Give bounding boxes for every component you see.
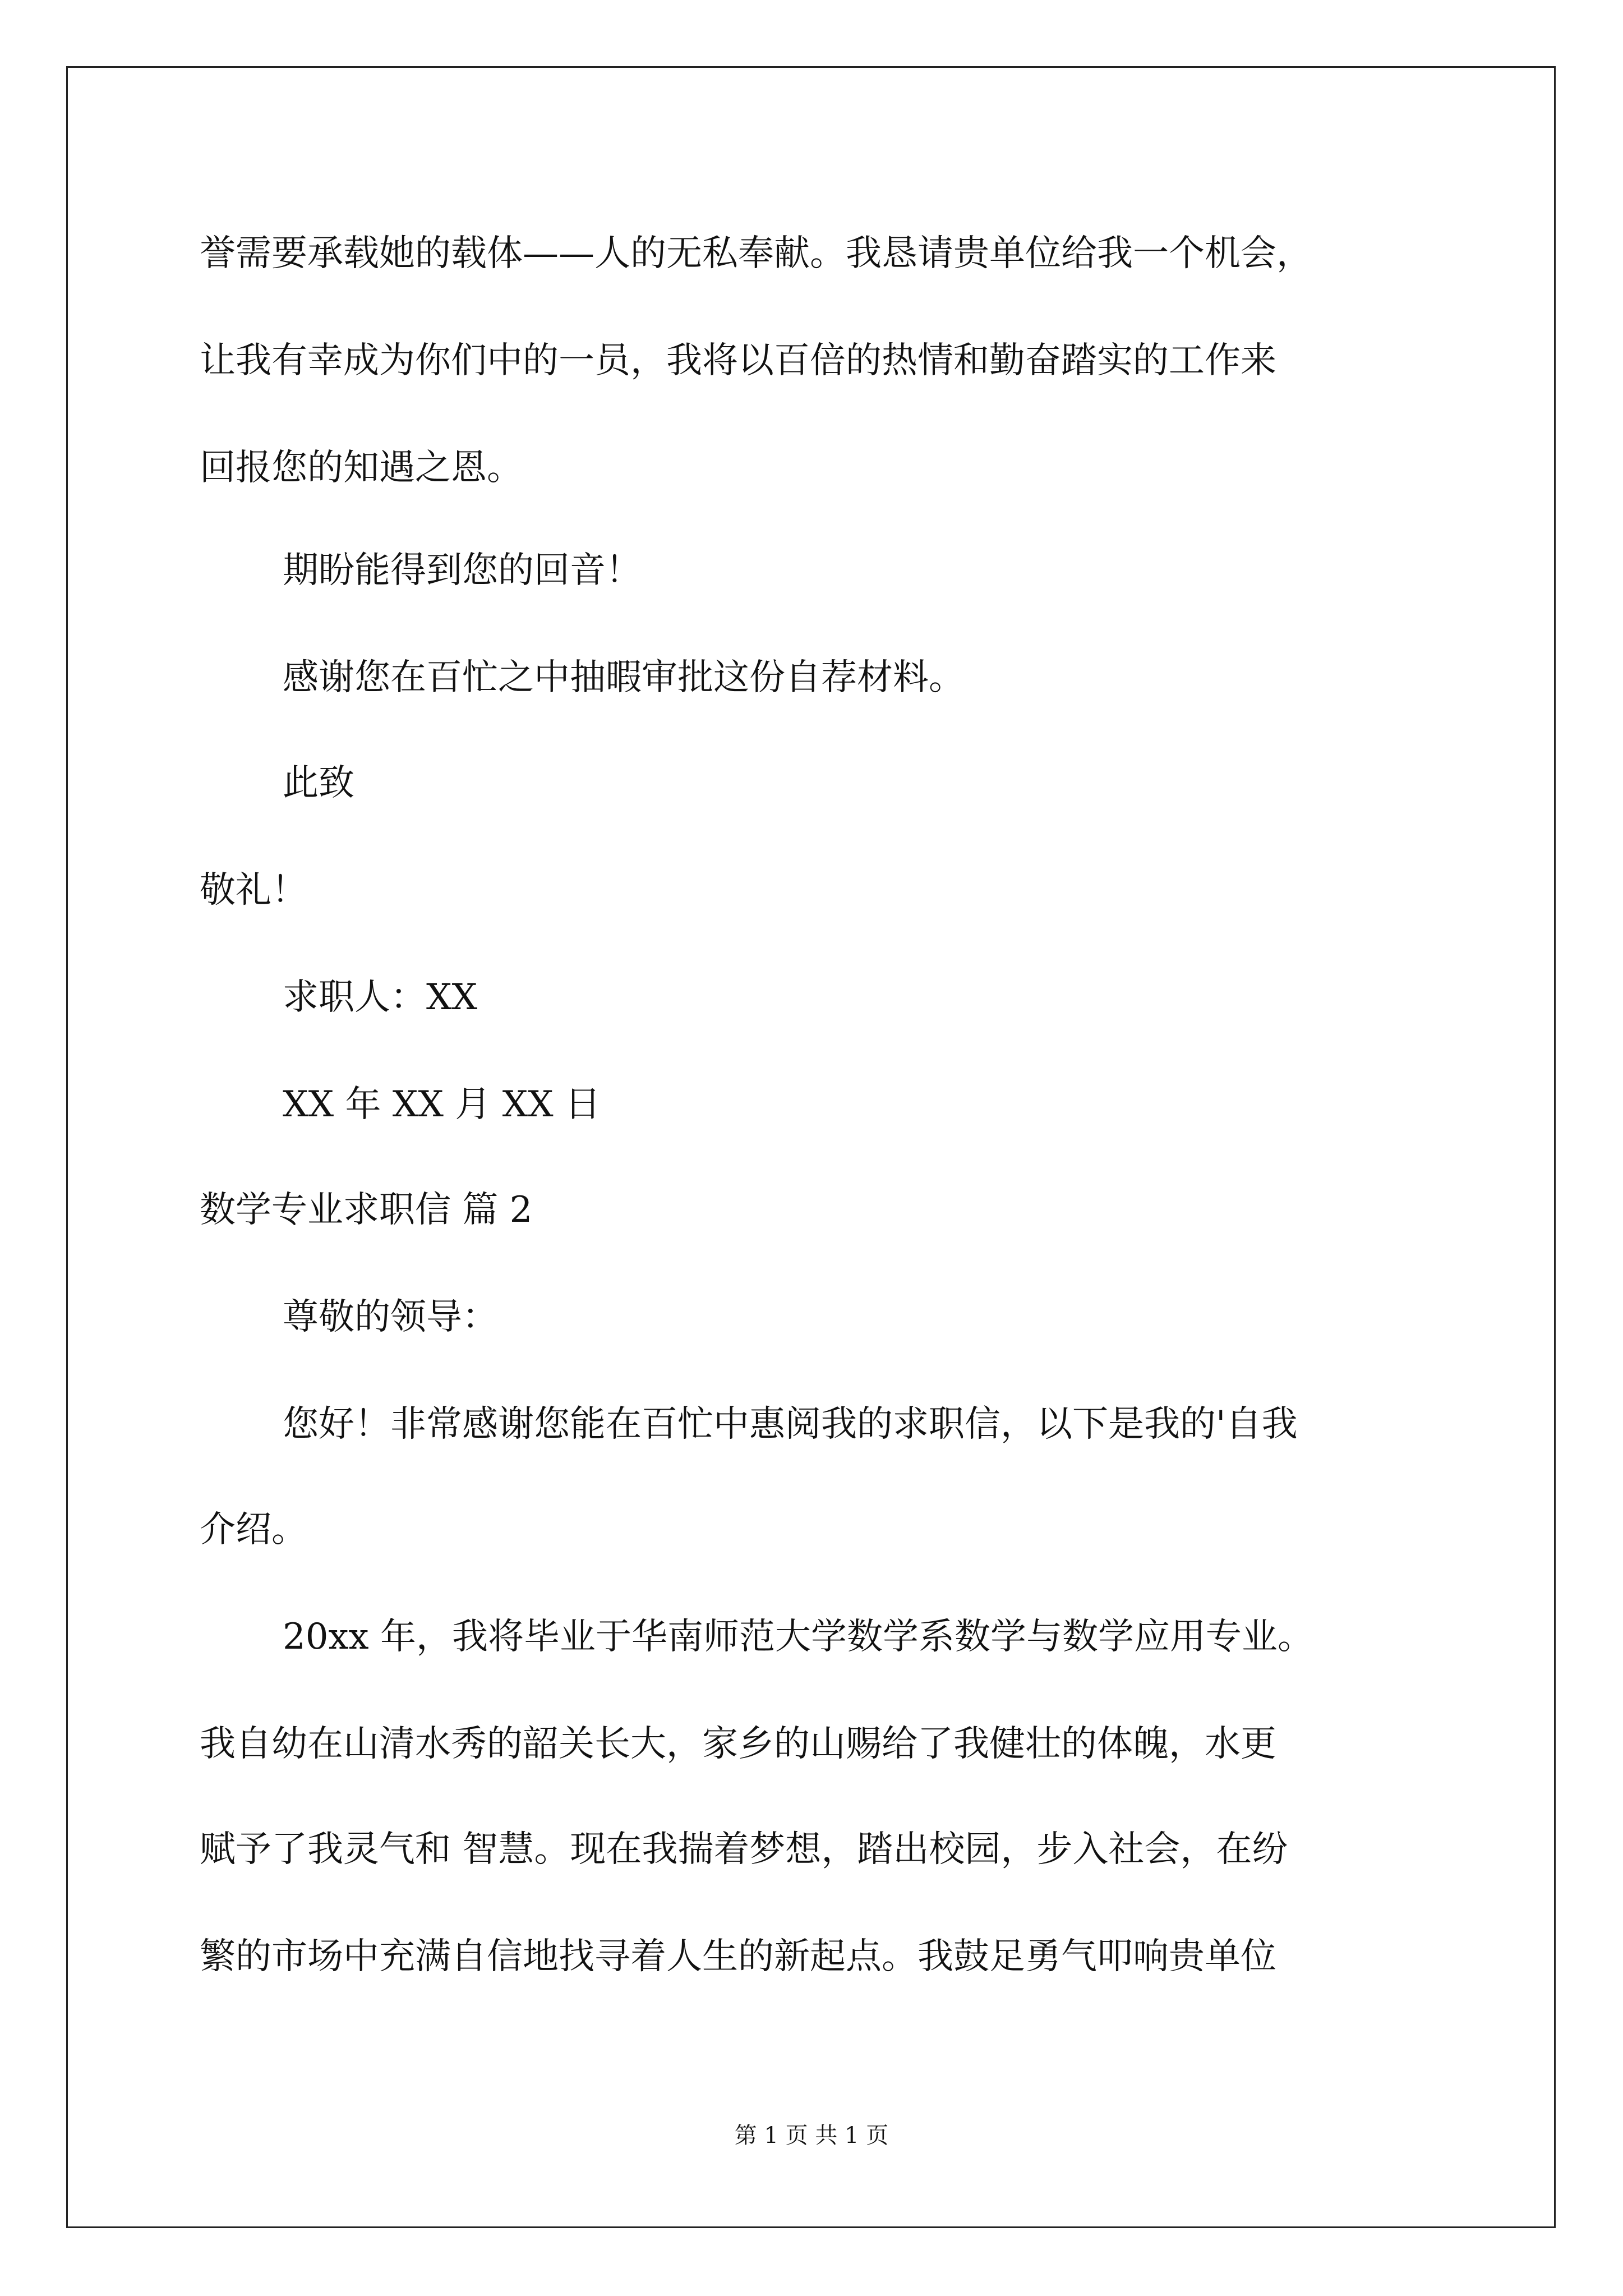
text-line: 此致 (283, 762, 354, 804)
section-heading: 数学专业求职信 篇 2 (200, 1189, 533, 1231)
text-line: 尊敬的领导： (283, 1296, 498, 1338)
text-line: 求职人：XX (283, 977, 478, 1018)
text-line: 感谢您在百忙之中抽暇审批这份自荐材料。 (283, 657, 965, 698)
text-line: 让我有幸成为你们中的一员，我将以百倍的热情和勤奋踏实的工作来 (200, 340, 1276, 381)
text-line: 20xx 年，我将毕业于华南师范大学数学系数学与数学应用专业。 (283, 1616, 1313, 1658)
text-line: 赋予了我灵气和 智慧。现在我揣着梦想，踏出校园，步入社会，在纷 (200, 1829, 1288, 1870)
text-line: 誉需要承载她的载体——人的无私奉献。我恳请贵单位给我一个机会， (200, 233, 1312, 274)
text-line: 我自幼在山清水秀的韶关长大，家乡的山赐给了我健壮的体魄，水更 (200, 1723, 1276, 1765)
text-line: 介绍。 (200, 1509, 307, 1550)
page-border (66, 66, 1556, 2228)
text-line: 期盼能得到您的回音！ (283, 550, 642, 591)
text-line: 敬礼！ (200, 869, 307, 911)
page-footer: 第 1 页 共 1 页 (734, 2123, 889, 2148)
text-line: 您好！非常感谢您能在百忙中惠阅我的求职信，以下是我的'自我 (283, 1404, 1298, 1445)
text-line: XX 年 XX 月 XX 日 (283, 1084, 601, 1125)
text-line: 回报您的知遇之恩。 (200, 447, 523, 489)
text-line: 繁的市场中充满自信地找寻着人生的新起点。我鼓足勇气叩响贵单位 (200, 1936, 1276, 1977)
